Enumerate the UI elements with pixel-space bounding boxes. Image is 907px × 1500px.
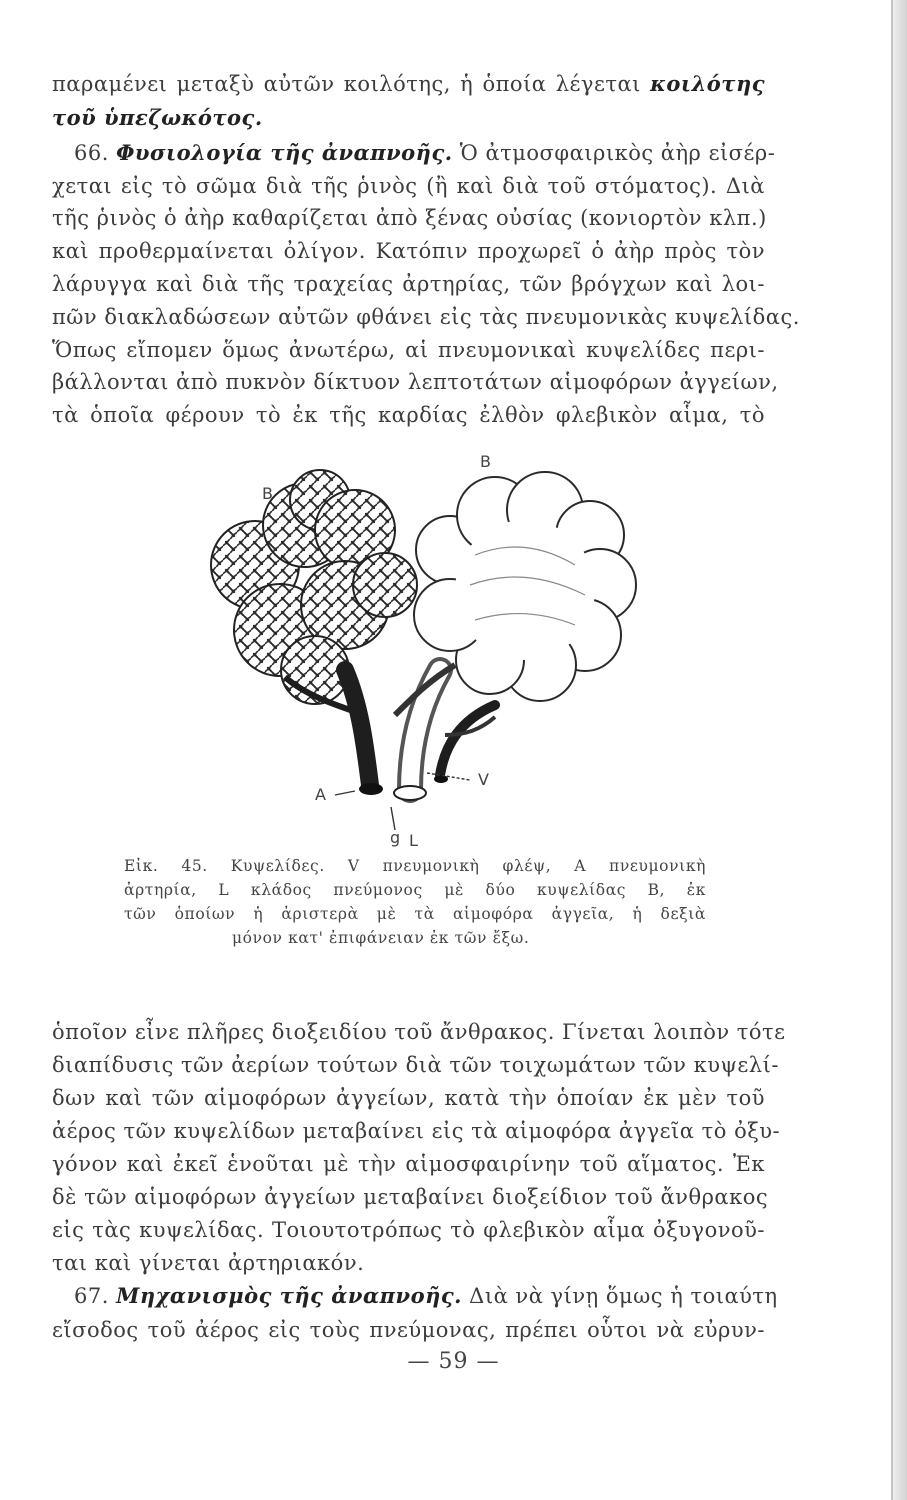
figure-caption-line: τῶν ὁποίων ἡ ἀριστερὰ μὲ τὰ αἱμοφόρα ἀγγεῖα, ἡ δεξιὰ bbox=[124, 905, 706, 923]
label-b-right: B bbox=[480, 452, 491, 471]
label-g: g bbox=[390, 828, 401, 847]
text-line: δὲ τῶν αἱμοφόρων ἀγγείων μεταβαίνει διοξείδιον τοῦ ἄνθρακος bbox=[52, 1185, 769, 1209]
text-line: Ὅπως εἴπομεν ὅμως ἀνωτέρω, αἱ πνευμονικαὶ κυψελίδες περι- bbox=[52, 338, 765, 362]
section-number: 66. bbox=[74, 141, 109, 165]
figure-caption-line: Εἰκ. 45. Κυψελίδες. V πνευμονικὴ φλέψ, A πνευμονικὴ bbox=[124, 857, 706, 875]
section-title: Φυσιολογία τῆς ἀναπνοῆς. bbox=[116, 140, 453, 165]
text-line: ται καὶ γίνεται ἀρτηριακόν. bbox=[52, 1251, 365, 1275]
text-line: εἴσοδος τοῦ ἀέρος εἰς τοὺς πνεύμονας, πρέπει οὗτοι νὰ εὐρυν- bbox=[52, 1318, 765, 1342]
section-number: 67. bbox=[74, 1284, 109, 1308]
text-line: τὰ ὁποῖα φέρουν τὸ ἐκ τῆς καρδίας ἐλθὸν φλεβικὸν αἷμα, τὸ bbox=[52, 403, 765, 427]
label-a: A bbox=[315, 785, 326, 804]
page-binding-edge bbox=[891, 0, 907, 1500]
page-number: — 59 — bbox=[407, 1349, 500, 1374]
emphasis-term: κοιλότης bbox=[650, 71, 765, 96]
text-line: ἀέρος τῶν κυψελίδων μεταβαίνει εἰς τὰ αἱμοφόρα ἀγγεῖα τὸ ὀξυ- bbox=[52, 1119, 781, 1143]
text-line: λάρυγγα καὶ διὰ τῆς τραχείας ἀρτηρίας, τῶν βρόγχων καὶ λοι- bbox=[52, 272, 765, 296]
alveoli-illustration bbox=[195, 452, 665, 850]
text-line: πῶν διακλαδώσεων αὐτῶν φθάνει εἰς τὰς πνευμονικὰς κυψελίδας. bbox=[52, 305, 800, 329]
section-title: Μηχανισμὸς τῆς ἀναπνοῆς. bbox=[116, 1283, 462, 1308]
section-66-heading-line: 66. Φυσιολογία τῆς ἀναπνοῆς. Ὁ ἀτμοσφαιρικὸς ἀὴρ εἰσέρ- bbox=[52, 139, 765, 167]
text-line: παραμένει μεταξὺ αὐτῶν κοιλότης, ἡ ὁποία λέγεται κοιλότης bbox=[52, 71, 765, 96]
text-line: ὁποῖον εἶνε πλῆρες διοξειδίου τοῦ ἄνθρακος. Γίνεται λοιπὸν τότε bbox=[52, 1020, 786, 1044]
label-b-left: B bbox=[262, 484, 273, 503]
figure-caption-line: ἀρτηρία, L κλάδος πνεύμονος μὲ δύο κυψελίδας B, ἐκ bbox=[124, 881, 706, 899]
text-line: δων καὶ τῶν αἱμοφόρων ἀγγείων, κατὰ τὴν ὁποίαν ἐκ μὲν τοῦ bbox=[52, 1086, 765, 1110]
text-line: διαπίδυσις τῶν ἀερίων τούτων διὰ τῶν τοιχωμάτων τῶν κυψελί- bbox=[52, 1053, 779, 1077]
text-line: τοῦ ὑπεζωκότος. bbox=[52, 105, 263, 130]
text-line: τῆς ῥινὸς ὁ ἀὴρ καθαρίζεται ἀπὸ ξένας οὐσίας (κονιορτὸν κλπ.) bbox=[52, 206, 767, 230]
text-line: καὶ προθερμαίνεται ὀλίγον. Κατόπιν προχωρεῖ ὁ ἀὴρ πρὸς τὸν bbox=[52, 239, 765, 263]
text-line: χεται εἰς τὸ σῶμα διὰ τῆς ῥινὸς (ἢ καὶ διὰ τοῦ στόματος). Διὰ bbox=[52, 174, 765, 198]
label-l: L bbox=[409, 831, 418, 850]
section-67-heading-line: 67. Μηχανισμὸς τῆς ἀναπνοῆς. Διὰ νὰ γίνῃ ὅμως ἡ τοιαύτη bbox=[52, 1282, 765, 1310]
page-fold-line bbox=[891, 0, 893, 1500]
figure-caption-line: μόνον κατ' ἐπιφάνειαν ἐκ τῶν ἔξω. bbox=[232, 929, 530, 947]
left-alveolus-cluster bbox=[211, 470, 417, 704]
label-v: V bbox=[478, 770, 489, 789]
text-line: βάλλονται ἀπὸ πυκνὸν δίκτυον λεπτοτάτων αἱμοφόρων ἀγγείων, bbox=[52, 370, 779, 394]
alveoli-drawing bbox=[195, 455, 665, 850]
text-line: γόνον καὶ ἐκεῖ ἑνοῦται μὲ τὴν αἱμοσφαιρίνην τοῦ αἵματος. Ἐκ bbox=[52, 1152, 765, 1176]
text-line: εἰς τὰς κυψελίδας. Τοιουτοτρόπως τὸ φλεβικὸν αἷμα ὀξυγονοῦ- bbox=[52, 1218, 765, 1242]
